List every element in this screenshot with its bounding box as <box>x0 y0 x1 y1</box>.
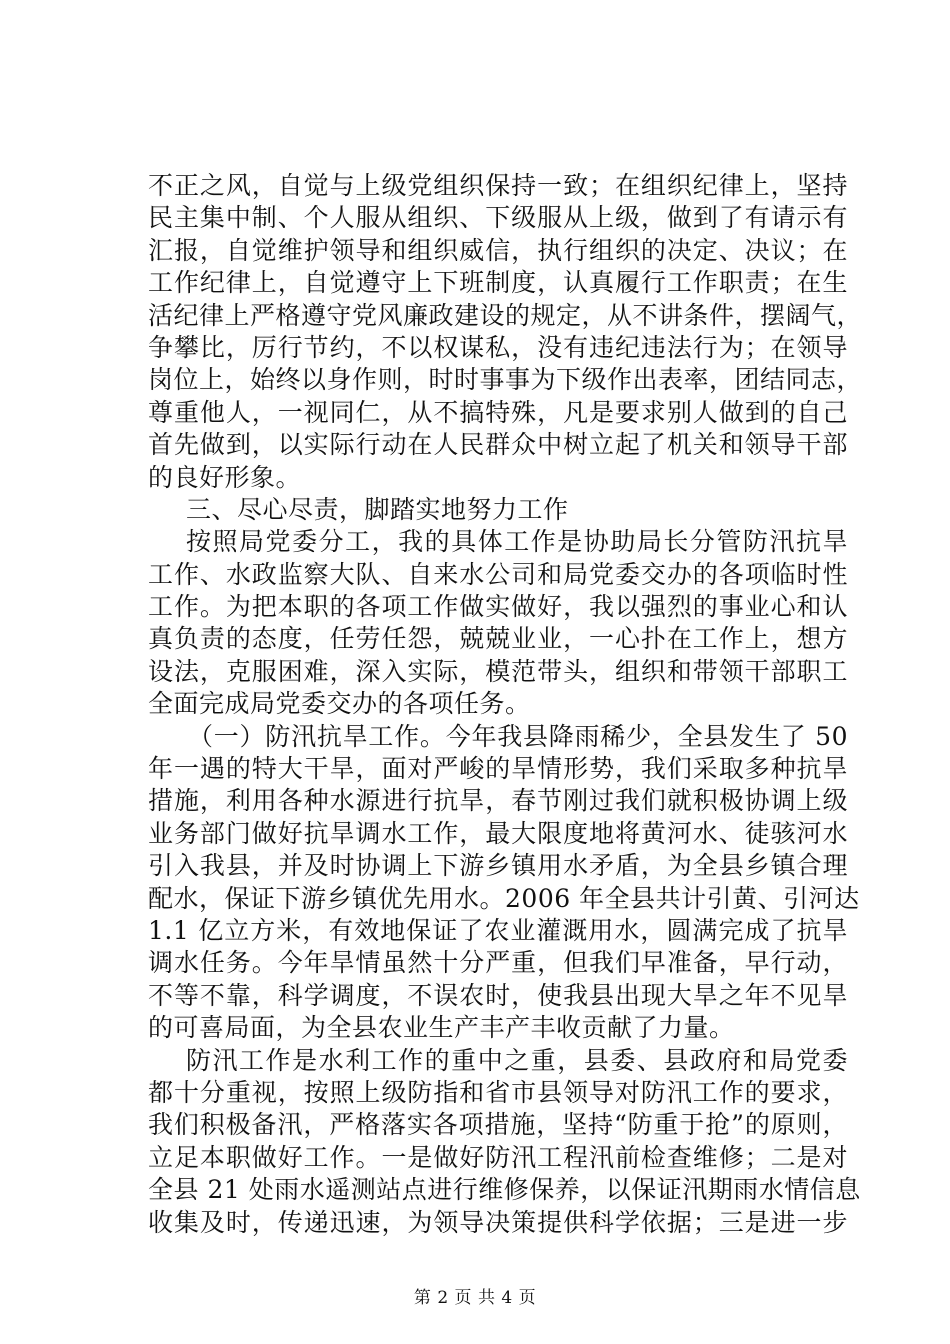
text-line: 工作。为把本职的各项工作做实做好，我以强烈的事业心和认 <box>148 592 848 622</box>
text-line: 的可喜局面，为全县农业生产丰产丰收贡献了力量。 <box>148 1013 735 1043</box>
text-line: 全县 21 处雨水遥测站点进行维修保养，以保证汛期雨水情信息 <box>148 1175 861 1205</box>
text-line: 都十分重视，按照上级防指和省市县领导对防汛工作的要求， <box>148 1077 848 1107</box>
text-line: 按照局党委分工，我的具体工作是协助局长分管防汛抗旱 <box>186 527 848 557</box>
subsection-heading: （一）防汛抗旱工作。今年我县降雨稀少，全县发生了 50 <box>188 721 848 751</box>
text-line: 配水，保证下游乡镇优先用水。2006 年全县共计引黄、引河达 <box>148 883 860 913</box>
text-line: 首先做到，以实际行动在人民群众中树立起了机关和领导干部 <box>148 430 848 460</box>
text-line: 收集及时，传递迅速，为领导决策提供科学依据；三是进一步 <box>148 1207 848 1237</box>
text-line: 设法，克服困难，深入实际，模范带头，组织和带领干部职工 <box>148 656 848 686</box>
text-line: 调水任务。今年旱情虽然十分严重，但我们早准备，早行动， <box>148 948 848 978</box>
text-line: 立足本职做好工作。一是做好防汛工程汛前检查维修；二是对 <box>148 1142 848 1172</box>
text-line: 工作纪律上，自觉遵守上下班制度，认真履行工作职责；在生 <box>148 268 848 298</box>
text-line: 活纪律上严格遵守党风廉政建设的规定，从不讲条件，摆阔气， <box>148 300 863 330</box>
text-line: 的良好形象。 <box>148 462 302 492</box>
text-line: 引入我县，并及时协调上下游乡镇用水矛盾，为全县乡镇合理 <box>148 851 848 881</box>
text-line: 工作、水政监察大队、自来水公司和局党委交办的各项临时性 <box>148 559 848 589</box>
section-heading: 三、尽心尽责，脚踏实地努力工作 <box>186 494 569 524</box>
text-line: 民主集中制、个人服从组织、下级服从上级，做到了有请示有 <box>148 203 848 233</box>
text-line: 不正之风，自觉与上级党组织保持一致；在组织纪律上，坚持 <box>148 171 848 200</box>
text-line: 尊重他人，一视同仁，从不搞特殊，凡是要求别人做到的自己 <box>148 397 848 427</box>
text-line: 我们积极备汛，严格落实各项措施，坚持“防重于抢”的原则， <box>148 1110 848 1140</box>
text-line: 真负责的态度，任劳任怨，兢兢业业，一心扑在工作上，想方 <box>148 624 848 654</box>
text-line: 措施，利用各种水源进行抗旱，春节刚过我们就积极协调上级 <box>148 786 848 816</box>
text-line: 不等不靠，科学调度，不误农时，使我县出现大旱之年不见旱 <box>148 980 848 1010</box>
document-body <box>148 170 863 1239</box>
text-line: 防汛工作是水利工作的重中之重，县委、县政府和局党委 <box>186 1045 848 1075</box>
text-line: 业务部门做好抗旱调水工作，最大限度地将黄河水、徒骇河水 <box>148 818 848 848</box>
page-number-footer: 第 2 页 共 4 页 <box>413 1288 537 1308</box>
text-line: 1.1 亿立方米，有效地保证了农业灌溉用水，圆满完成了抗旱 <box>148 915 848 945</box>
text-line: 岗位上，始终以身作则，时时事事为下级作出表率，团结同志， <box>148 365 863 395</box>
text-line: 汇报，自觉维护领导和组织威信，执行组织的决定、决议；在 <box>148 235 848 265</box>
text-line: 年一遇的特大干旱，面对严峻的旱情形势，我们采取多种抗旱 <box>148 754 848 784</box>
text-line: 争攀比，厉行节约，不以权谋私，没有违纪违法行为；在领导 <box>148 332 848 362</box>
text-line: 全面完成局党委交办的各项任务。 <box>148 689 531 719</box>
